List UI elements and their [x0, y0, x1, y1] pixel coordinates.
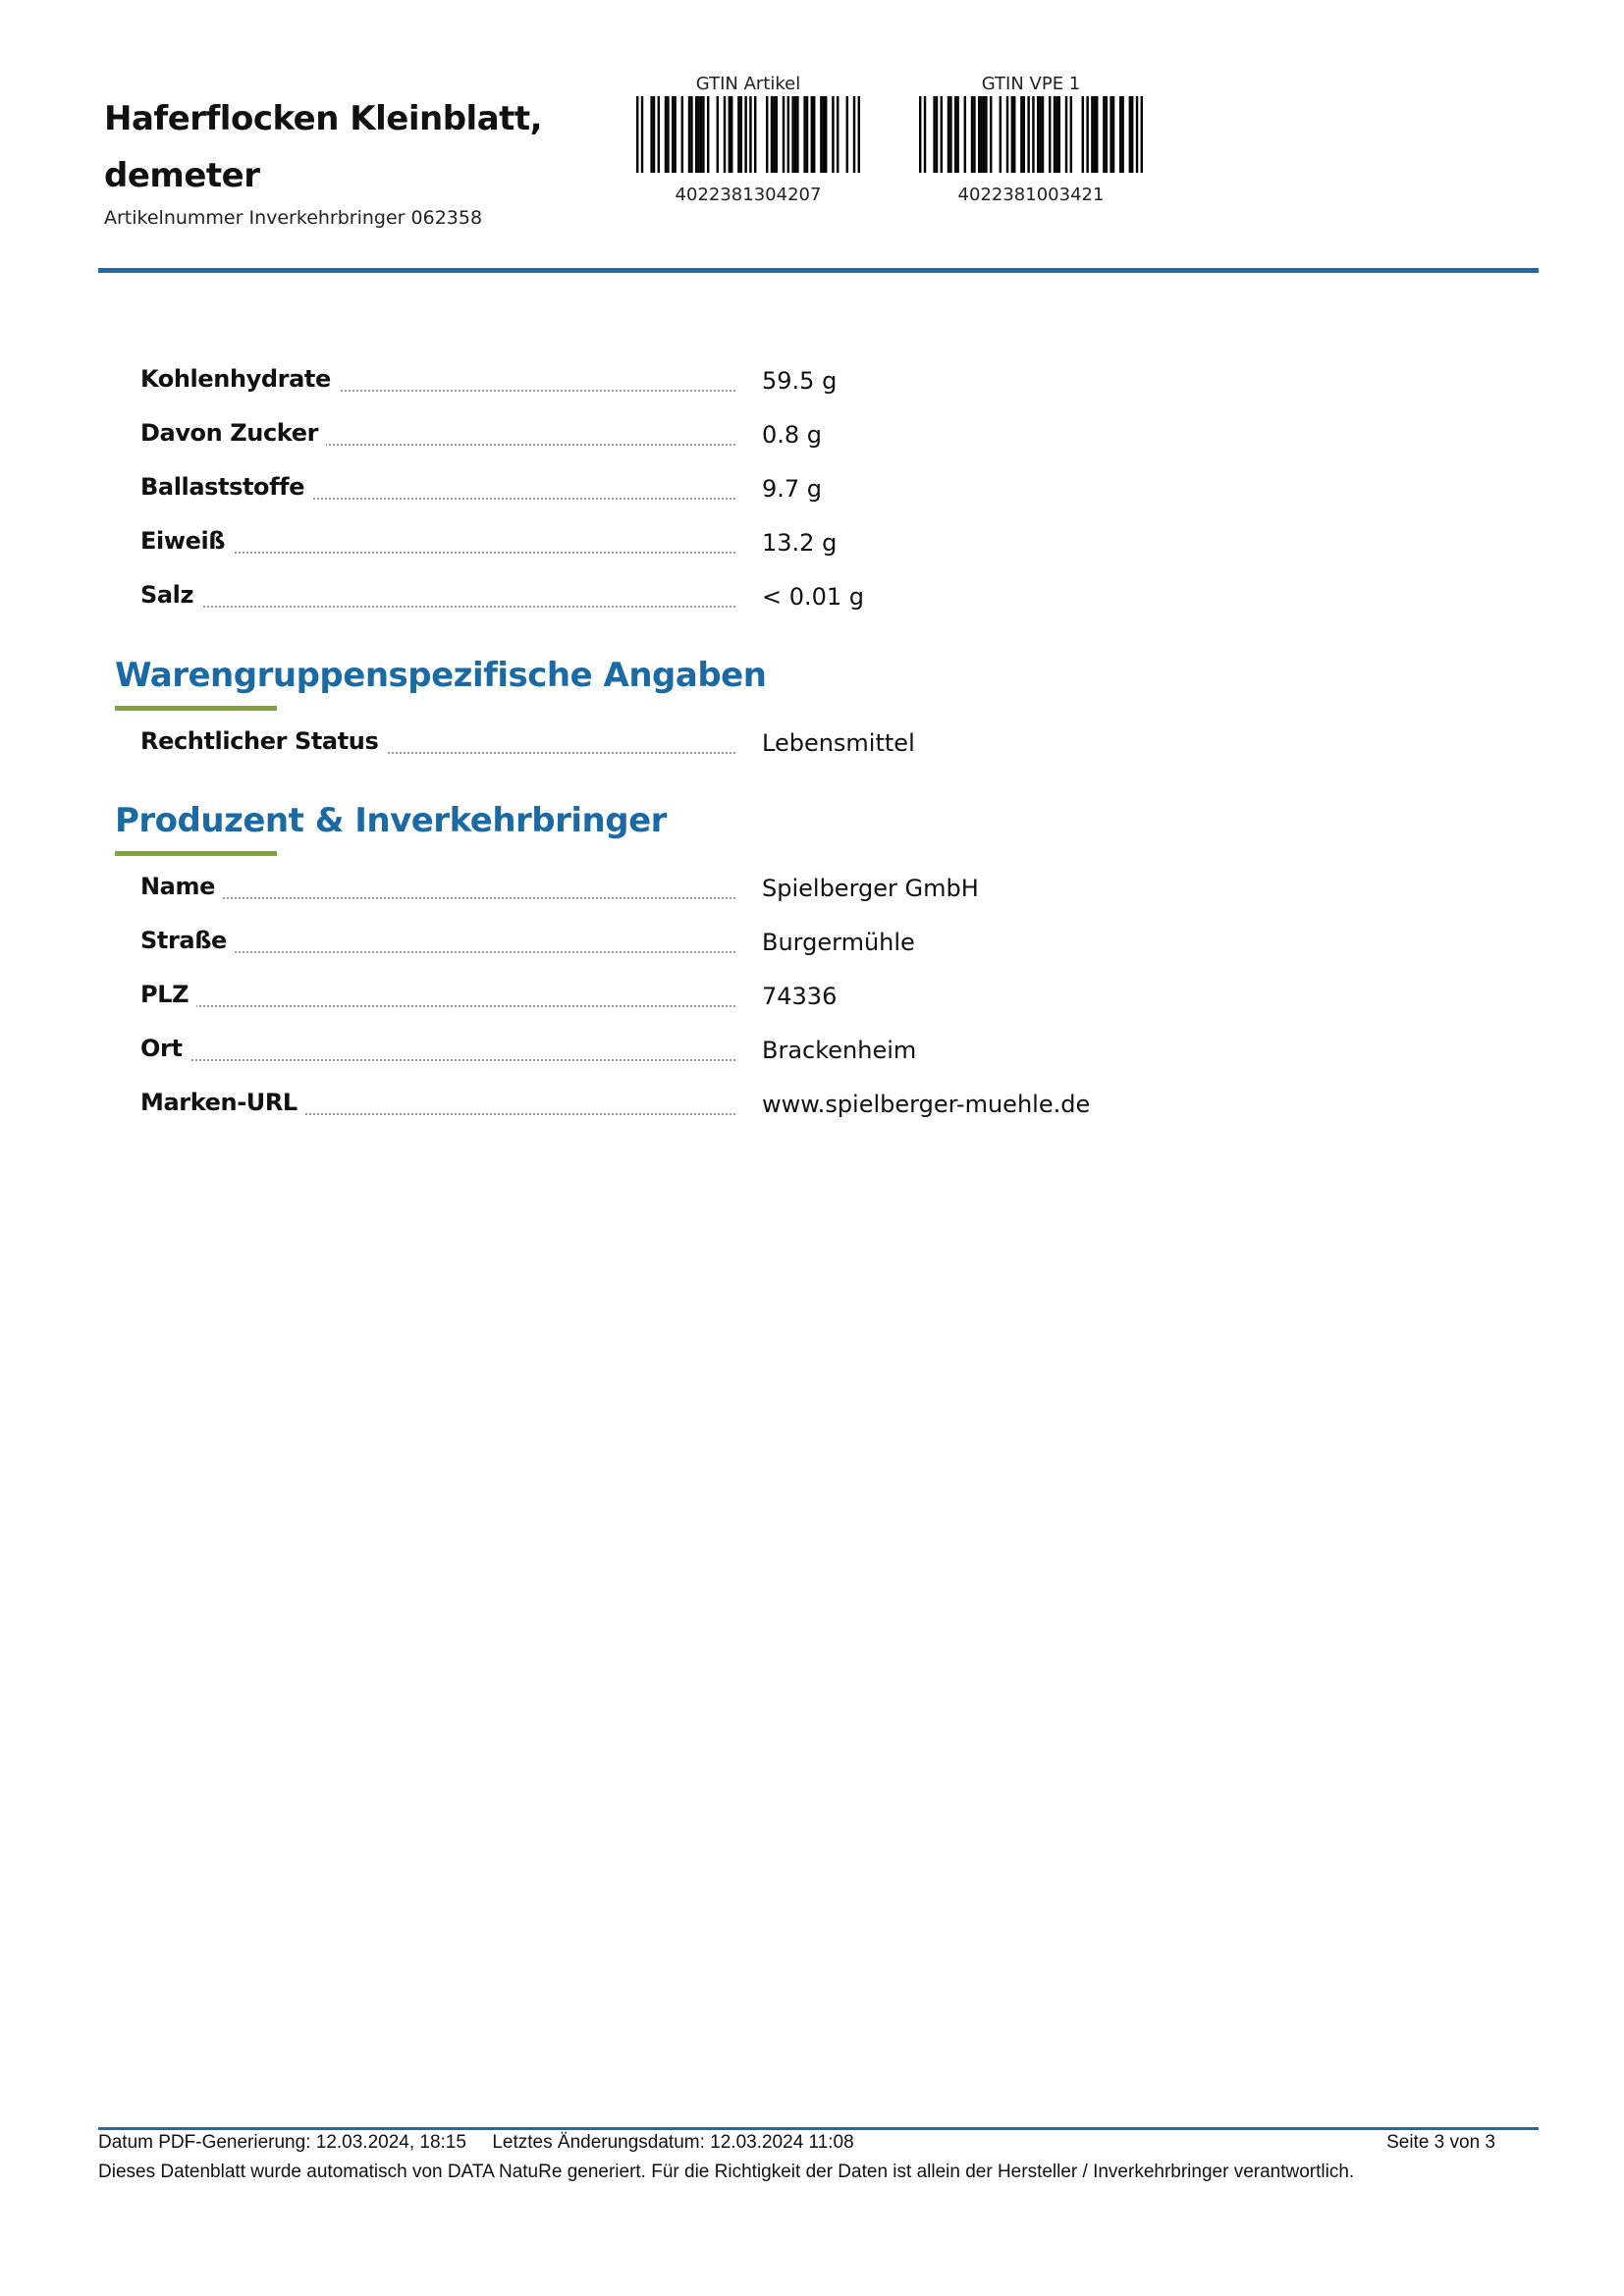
nutrition-row-fiber	[140, 473, 1122, 512]
barcode-bar	[823, 96, 825, 173]
barcode-bar	[700, 96, 702, 173]
barcode-bar	[717, 96, 719, 173]
row-label: Salz	[140, 581, 201, 609]
barcode-bar	[949, 96, 951, 173]
barcode-bar	[650, 96, 652, 173]
barcode-bar	[1136, 96, 1138, 173]
barcode-bar	[731, 96, 732, 173]
barcode-bar	[744, 96, 746, 173]
row-value: Spielberger GmbH	[762, 875, 979, 902]
row-value: < 0.01 g	[762, 583, 865, 611]
barcode-bar	[665, 96, 667, 173]
barcode-bar	[1129, 96, 1131, 173]
row-value: 74336	[762, 983, 838, 1010]
barcode-bar	[636, 96, 638, 173]
barcode-bar	[707, 96, 709, 173]
gtin-vpe-label: GTIN VPE 1	[981, 74, 1081, 94]
barcode-bar	[783, 96, 785, 173]
gtin-article-label: GTIN Artikel	[695, 74, 801, 94]
row-value: 9.7 g	[762, 475, 823, 503]
row-label: Marken-URL	[140, 1089, 305, 1116]
barcode-bar	[919, 96, 921, 173]
barcode-bar	[978, 96, 980, 173]
barcode-bar	[971, 96, 973, 173]
footer-divider	[98, 2127, 1539, 2130]
barcode-bar	[667, 96, 669, 173]
barcode-bar	[1121, 96, 1123, 173]
gtin-article	[630, 73, 866, 205]
section-heading-producer: Produzent & Inverkehrbringer	[115, 801, 667, 840]
pdf-generation-date: Datum PDF-Generierung: 12.03.2024, 18:15	[98, 2132, 466, 2153]
row-value: Burgermühle	[762, 929, 915, 956]
barcode-bar	[936, 96, 938, 173]
barcode-bar	[1058, 96, 1060, 173]
barcode-bar	[813, 96, 815, 173]
barcode-bar	[806, 96, 808, 173]
barcode-bar	[791, 96, 793, 173]
article-number: Artikelnummer Inverkehrbringer 062358	[104, 207, 483, 229]
barcode-bar	[1110, 96, 1111, 173]
barcode-bar	[933, 96, 935, 173]
barcode-bar	[674, 96, 676, 173]
row-value: 0.8 g	[762, 421, 823, 449]
barcode-bar	[858, 96, 860, 173]
barcode-bar	[980, 96, 982, 173]
barcode-bar	[853, 96, 855, 173]
row-label: Eiweiß	[140, 527, 233, 555]
gtin-vpe	[913, 73, 1149, 205]
barcode-bar	[1037, 96, 1039, 173]
product-title	[104, 90, 615, 204]
row-label: Davon Zucker	[140, 419, 326, 447]
barcode-bar	[973, 96, 975, 173]
row-value: 59.5 g	[762, 367, 838, 395]
barcode-bar	[771, 96, 773, 173]
gtin-article-barcode	[636, 96, 860, 173]
barcode-bar	[1023, 96, 1025, 173]
barcode-bar	[749, 96, 751, 173]
barcode-bar	[766, 96, 768, 173]
gtin-vpe-barcode	[919, 96, 1143, 173]
barcode-bar	[641, 96, 643, 173]
barcode-bar	[1006, 96, 1008, 173]
row-producer-zip	[140, 981, 1122, 1020]
barcode-bar	[1112, 96, 1114, 173]
barcode-bar	[1094, 96, 1096, 173]
barcode-bar	[1000, 96, 1001, 173]
barcode-bar	[1103, 96, 1105, 173]
barcode-bar	[729, 96, 731, 173]
footer-meta	[98, 2132, 1495, 2154]
product-title-line1: Haferflocken Kleinblatt,	[104, 99, 543, 138]
barcode-bar	[658, 96, 660, 173]
barcode-bar	[941, 96, 943, 173]
row-label: Straße	[140, 927, 235, 954]
nutrition-row-protein	[140, 527, 1122, 566]
nutrition-row-salt	[140, 581, 1122, 620]
barcode-bar	[724, 96, 726, 173]
row-legal-status	[140, 727, 1122, 767]
barcode-bar	[954, 96, 956, 173]
gtin-article-code: 4022381304207	[675, 185, 822, 205]
footer-disclaimer: Dieses Datenblatt wurde automatisch von DATA NatuRe generiert. Für die Richtigkeit der Daten ist allein der Hersteller / Inverkehrbringer verantwortlich.	[98, 2162, 1355, 2182]
row-label: Kohlenhydrate	[140, 365, 339, 393]
row-producer-name	[140, 873, 1122, 912]
barcode-bar	[695, 96, 697, 173]
barcode-bar	[846, 96, 848, 173]
barcode-bar	[1119, 96, 1121, 173]
barcode-bar	[825, 96, 827, 173]
barcode-bar	[1086, 96, 1088, 173]
barcode-bar	[787, 96, 789, 173]
barcode-bar	[796, 96, 798, 173]
barcode-bar	[1054, 96, 1056, 173]
barcode-bar	[690, 96, 692, 173]
barcode-bar	[1091, 96, 1093, 173]
barcode-bar	[1039, 96, 1041, 173]
barcode-bar	[1070, 96, 1072, 173]
barcode-bar	[983, 96, 985, 173]
barcode-bar	[1049, 96, 1051, 173]
barcode-bar	[1011, 96, 1013, 173]
row-producer-street	[140, 927, 1122, 966]
row-value: Lebensmittel	[762, 729, 915, 757]
barcode-bar	[1013, 96, 1015, 173]
barcode-bar	[1065, 96, 1067, 173]
section-underline	[115, 851, 277, 856]
dot-leader	[140, 897, 735, 899]
barcode-bar	[737, 96, 739, 173]
barcode-bar	[1131, 96, 1133, 173]
last-change-date: Letztes Änderungsdatum: 12.03.2024 11:08	[492, 2132, 854, 2153]
barcode-bar	[964, 96, 966, 173]
barcode-bar	[681, 96, 683, 173]
row-value: www.spielberger-muehle.de	[762, 1091, 1091, 1118]
product-title-line2: demeter	[104, 156, 260, 195]
barcode-bar	[837, 96, 839, 173]
barcode-bar	[1082, 96, 1084, 173]
barcode-bar	[773, 96, 775, 173]
barcode-bar	[1056, 96, 1057, 173]
barcode-bar	[924, 96, 926, 173]
dot-leader	[140, 1059, 735, 1061]
row-label: PLZ	[140, 981, 196, 1008]
barcode-bar	[776, 96, 778, 173]
barcode-bar	[1096, 96, 1098, 173]
barcode-bar	[672, 96, 674, 173]
barcode-bar	[1141, 96, 1143, 173]
section-heading-product-group: Warengruppenspezifische Angaben	[115, 656, 767, 695]
row-brand-url	[140, 1089, 1122, 1128]
barcode-bar	[697, 96, 699, 173]
gtin-vpe-code: 4022381003421	[957, 185, 1105, 205]
section-underline	[115, 706, 277, 711]
barcode-bar	[1042, 96, 1044, 173]
row-label: Rechtlicher Status	[140, 727, 386, 755]
dot-leader	[140, 1005, 735, 1007]
row-producer-city	[140, 1035, 1122, 1074]
barcode-bar	[1027, 96, 1029, 173]
barcode-bar	[811, 96, 813, 173]
barcode-bar	[1020, 96, 1022, 173]
row-label: Ort	[140, 1035, 190, 1062]
page-number: Seite 3 von 3	[1386, 2132, 1495, 2153]
dot-leader	[140, 606, 735, 608]
row-label: Name	[140, 873, 223, 900]
nutrition-row-sugar	[140, 419, 1122, 458]
barcode-bar	[702, 96, 704, 173]
barcode-bar	[754, 96, 756, 173]
header-divider	[98, 268, 1539, 273]
barcode-bar	[985, 96, 987, 173]
barcode-bar	[1032, 96, 1034, 173]
barcode-bar	[820, 96, 822, 173]
barcode-bar	[740, 96, 742, 173]
barcode-bar	[832, 96, 834, 173]
barcode-bar	[803, 96, 805, 173]
barcode-bar	[653, 96, 655, 173]
barcode-bar	[688, 96, 690, 173]
barcode-bar	[1106, 96, 1108, 173]
barcode-bar	[956, 96, 958, 173]
barcode-bar	[990, 96, 992, 173]
barcode-bar	[794, 96, 796, 173]
nutrition-row-carbohydrates	[140, 365, 1122, 404]
row-value: 13.2 g	[762, 529, 838, 557]
row-label: Ballaststoffe	[140, 473, 312, 501]
barcode-bar	[947, 96, 949, 173]
row-value: Brackenheim	[762, 1037, 917, 1064]
